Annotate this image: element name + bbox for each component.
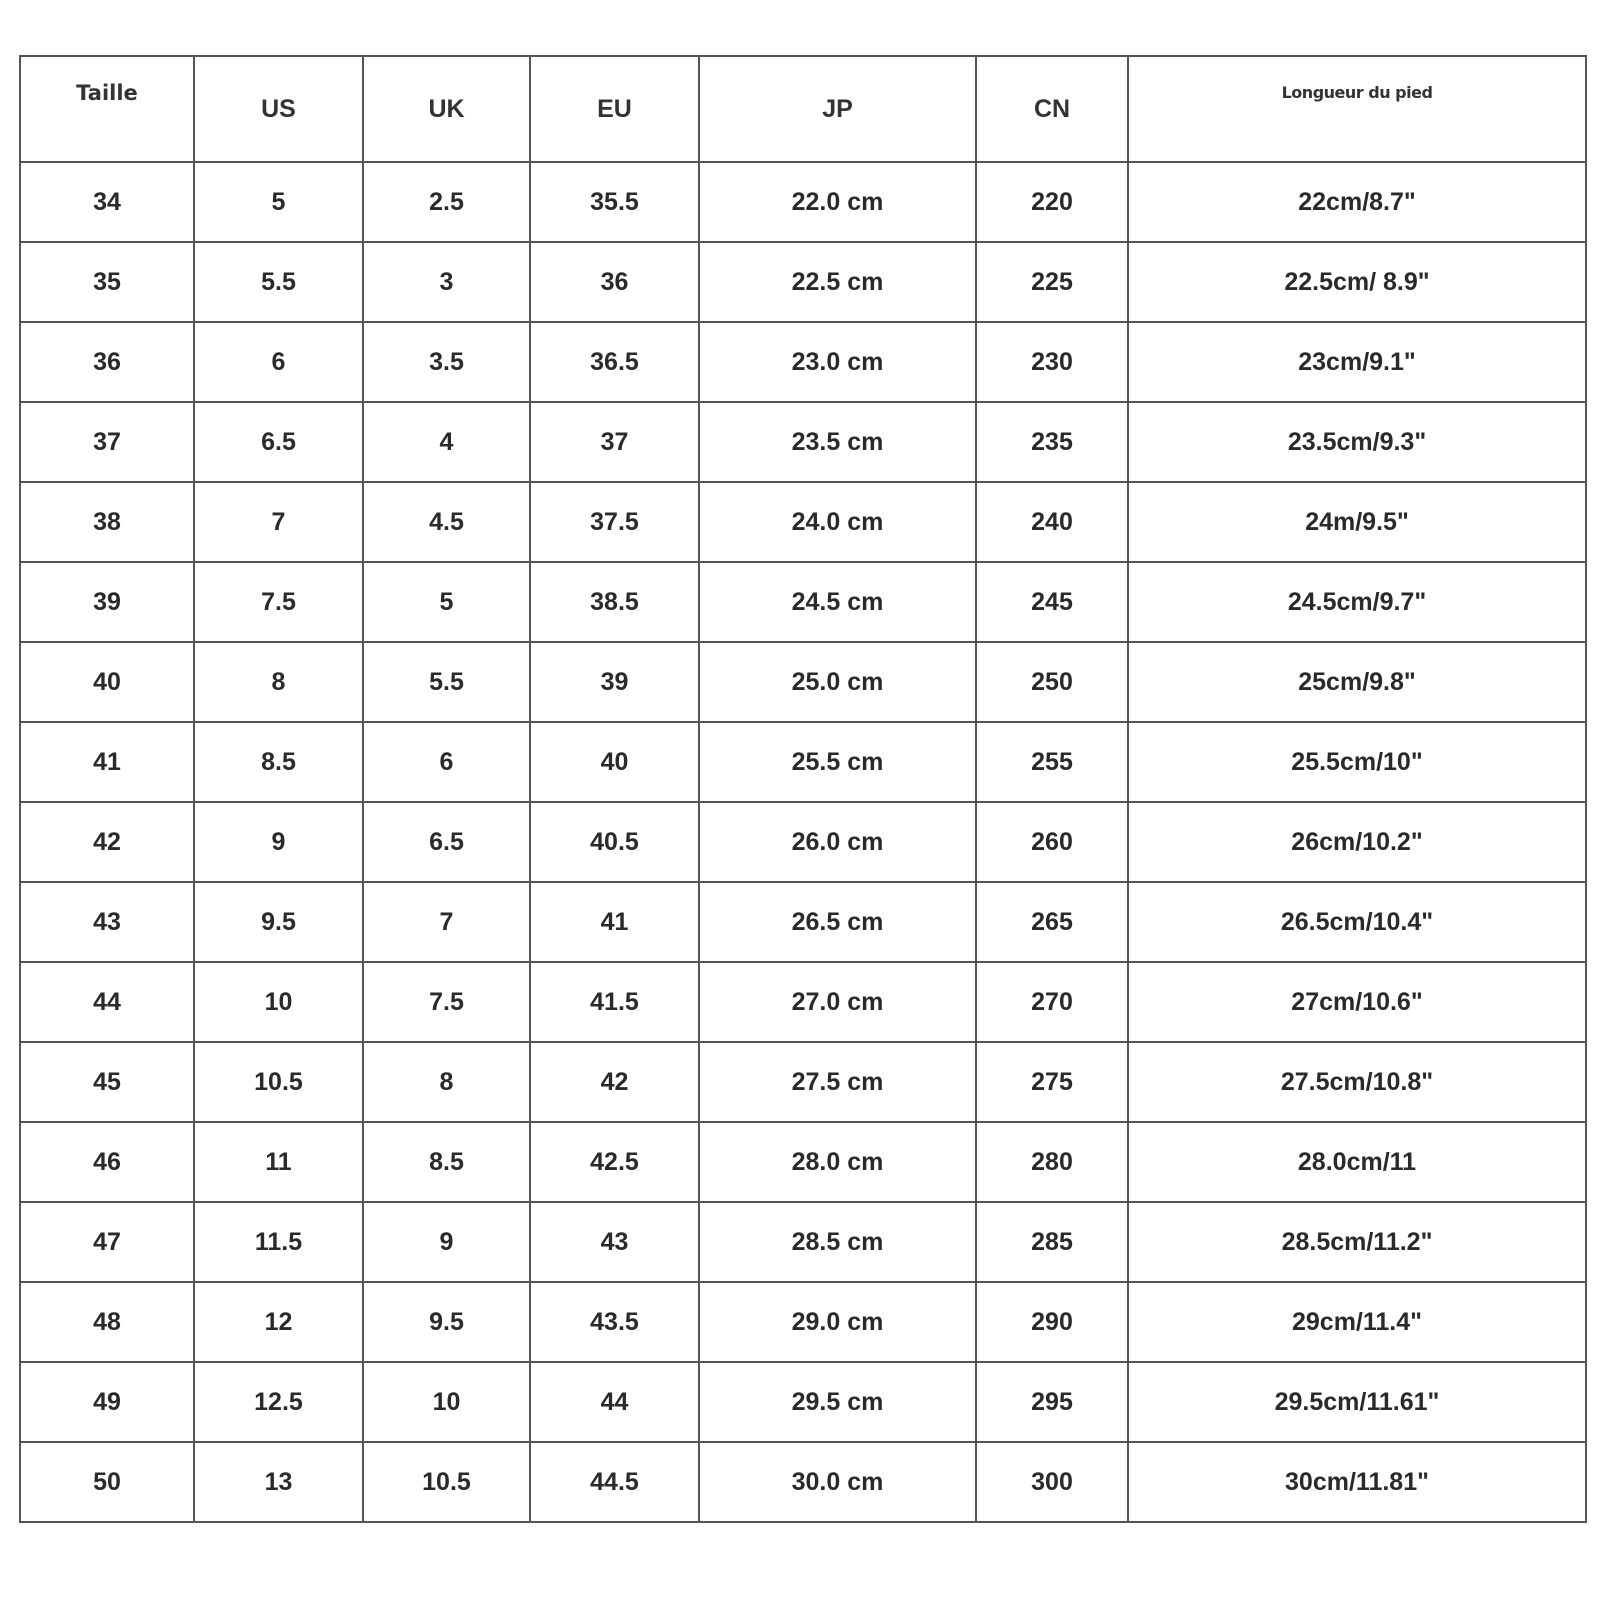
column-header-us: US bbox=[194, 56, 363, 162]
table-row bbox=[20, 882, 1586, 962]
cell-foot-length: 30cm/11.81" bbox=[1128, 1442, 1586, 1522]
cell-foot-length: 22cm/8.7" bbox=[1128, 162, 1586, 242]
cell-taille: 50 bbox=[20, 1442, 194, 1522]
cell-foot-length: 25.5cm/10" bbox=[1128, 722, 1586, 802]
cell-uk: 5.5 bbox=[363, 642, 530, 722]
column-header-foot-length: Longueur du pied bbox=[1128, 56, 1586, 162]
cell-jp: 27.5 cm bbox=[699, 1042, 976, 1122]
cell-taille: 44 bbox=[20, 962, 194, 1042]
column-header-taille: Taille bbox=[20, 56, 194, 162]
cell-us: 9 bbox=[194, 802, 363, 882]
cell-foot-length: 24.5cm/9.7" bbox=[1128, 562, 1586, 642]
cell-uk: 7 bbox=[363, 882, 530, 962]
cell-us: 11 bbox=[194, 1122, 363, 1202]
cell-us: 7.5 bbox=[194, 562, 363, 642]
cell-taille: 46 bbox=[20, 1122, 194, 1202]
table-row bbox=[20, 1122, 1586, 1202]
cell-foot-length: 28.0cm/11 bbox=[1128, 1122, 1586, 1202]
cell-foot-length: 29.5cm/11.61" bbox=[1128, 1362, 1586, 1442]
cell-taille: 42 bbox=[20, 802, 194, 882]
table-row bbox=[20, 322, 1586, 402]
cell-foot-length: 29cm/11.4" bbox=[1128, 1282, 1586, 1362]
cell-cn: 220 bbox=[976, 162, 1128, 242]
cell-jp: 25.5 cm bbox=[699, 722, 976, 802]
table-row bbox=[20, 722, 1586, 802]
cell-taille: 45 bbox=[20, 1042, 194, 1122]
cell-foot-length: 27.5cm/10.8" bbox=[1128, 1042, 1586, 1122]
table-row bbox=[20, 482, 1586, 562]
cell-jp: 22.0 cm bbox=[699, 162, 976, 242]
cell-eu: 41.5 bbox=[530, 962, 699, 1042]
cell-taille: 41 bbox=[20, 722, 194, 802]
cell-jp: 22.5 cm bbox=[699, 242, 976, 322]
table-row bbox=[20, 242, 1586, 322]
cell-us: 10 bbox=[194, 962, 363, 1042]
cell-eu: 38.5 bbox=[530, 562, 699, 642]
table-row bbox=[20, 642, 1586, 722]
cell-jp: 23.5 cm bbox=[699, 402, 976, 482]
cell-eu: 42 bbox=[530, 1042, 699, 1122]
cell-uk: 6 bbox=[363, 722, 530, 802]
cell-eu: 37.5 bbox=[530, 482, 699, 562]
cell-us: 9.5 bbox=[194, 882, 363, 962]
cell-jp: 24.0 cm bbox=[699, 482, 976, 562]
cell-eu: 44.5 bbox=[530, 1442, 699, 1522]
cell-jp: 29.5 cm bbox=[699, 1362, 976, 1442]
table-row bbox=[20, 1042, 1586, 1122]
table-row bbox=[20, 1442, 1586, 1522]
cell-cn: 260 bbox=[976, 802, 1128, 882]
cell-us: 11.5 bbox=[194, 1202, 363, 1282]
cell-uk: 9 bbox=[363, 1202, 530, 1282]
cell-eu: 43.5 bbox=[530, 1282, 699, 1362]
cell-foot-length: 23cm/9.1" bbox=[1128, 322, 1586, 402]
cell-eu: 35.5 bbox=[530, 162, 699, 242]
cell-taille: 39 bbox=[20, 562, 194, 642]
column-header-cn: CN bbox=[976, 56, 1128, 162]
table-row bbox=[20, 1202, 1586, 1282]
cell-uk: 2.5 bbox=[363, 162, 530, 242]
cell-uk: 3.5 bbox=[363, 322, 530, 402]
table-row bbox=[20, 1362, 1586, 1442]
cell-foot-length: 22.5cm/ 8.9" bbox=[1128, 242, 1586, 322]
cell-us: 12 bbox=[194, 1282, 363, 1362]
cell-eu: 41 bbox=[530, 882, 699, 962]
cell-taille: 40 bbox=[20, 642, 194, 722]
cell-foot-length: 23.5cm/9.3" bbox=[1128, 402, 1586, 482]
cell-uk: 4.5 bbox=[363, 482, 530, 562]
cell-cn: 245 bbox=[976, 562, 1128, 642]
cell-jp: 27.0 cm bbox=[699, 962, 976, 1042]
table-row bbox=[20, 562, 1586, 642]
cell-taille: 49 bbox=[20, 1362, 194, 1442]
cell-foot-length: 24m/9.5" bbox=[1128, 482, 1586, 562]
cell-uk: 4 bbox=[363, 402, 530, 482]
column-header-jp: JP bbox=[699, 56, 976, 162]
cell-cn: 300 bbox=[976, 1442, 1128, 1522]
cell-jp: 26.5 cm bbox=[699, 882, 976, 962]
cell-uk: 10 bbox=[363, 1362, 530, 1442]
cell-cn: 275 bbox=[976, 1042, 1128, 1122]
cell-uk: 10.5 bbox=[363, 1442, 530, 1522]
cell-cn: 225 bbox=[976, 242, 1128, 322]
cell-uk: 7.5 bbox=[363, 962, 530, 1042]
cell-jp: 28.5 cm bbox=[699, 1202, 976, 1282]
cell-foot-length: 25cm/9.8" bbox=[1128, 642, 1586, 722]
cell-taille: 37 bbox=[20, 402, 194, 482]
cell-eu: 44 bbox=[530, 1362, 699, 1442]
column-header-uk: UK bbox=[363, 56, 530, 162]
cell-taille: 47 bbox=[20, 1202, 194, 1282]
cell-us: 10.5 bbox=[194, 1042, 363, 1122]
cell-foot-length: 28.5cm/11.2" bbox=[1128, 1202, 1586, 1282]
cell-foot-length: 27cm/10.6" bbox=[1128, 962, 1586, 1042]
cell-eu: 40.5 bbox=[530, 802, 699, 882]
cell-us: 5.5 bbox=[194, 242, 363, 322]
cell-eu: 36.5 bbox=[530, 322, 699, 402]
cell-foot-length: 26cm/10.2" bbox=[1128, 802, 1586, 882]
table-row bbox=[20, 962, 1586, 1042]
cell-jp: 28.0 cm bbox=[699, 1122, 976, 1202]
cell-taille: 38 bbox=[20, 482, 194, 562]
cell-cn: 235 bbox=[976, 402, 1128, 482]
cell-jp: 30.0 cm bbox=[699, 1442, 976, 1522]
cell-us: 6.5 bbox=[194, 402, 363, 482]
cell-cn: 230 bbox=[976, 322, 1128, 402]
cell-cn: 285 bbox=[976, 1202, 1128, 1282]
cell-jp: 25.0 cm bbox=[699, 642, 976, 722]
cell-eu: 37 bbox=[530, 402, 699, 482]
cell-taille: 43 bbox=[20, 882, 194, 962]
cell-uk: 8 bbox=[363, 1042, 530, 1122]
cell-eu: 39 bbox=[530, 642, 699, 722]
cell-us: 8 bbox=[194, 642, 363, 722]
cell-uk: 6.5 bbox=[363, 802, 530, 882]
column-header-eu: EU bbox=[530, 56, 699, 162]
cell-us: 5 bbox=[194, 162, 363, 242]
cell-us: 7 bbox=[194, 482, 363, 562]
cell-jp: 24.5 cm bbox=[699, 562, 976, 642]
table-row bbox=[20, 402, 1586, 482]
cell-taille: 36 bbox=[20, 322, 194, 402]
cell-cn: 290 bbox=[976, 1282, 1128, 1362]
cell-taille: 48 bbox=[20, 1282, 194, 1362]
cell-eu: 42.5 bbox=[530, 1122, 699, 1202]
cell-uk: 8.5 bbox=[363, 1122, 530, 1202]
cell-cn: 250 bbox=[976, 642, 1128, 722]
cell-cn: 295 bbox=[976, 1362, 1128, 1442]
cell-eu: 43 bbox=[530, 1202, 699, 1282]
table-header-row bbox=[20, 56, 1586, 162]
cell-cn: 280 bbox=[976, 1122, 1128, 1202]
table-row bbox=[20, 802, 1586, 882]
cell-cn: 265 bbox=[976, 882, 1128, 962]
cell-us: 12.5 bbox=[194, 1362, 363, 1442]
cell-us: 6 bbox=[194, 322, 363, 402]
size-chart-table bbox=[19, 55, 1587, 1523]
table-row bbox=[20, 162, 1586, 242]
cell-uk: 5 bbox=[363, 562, 530, 642]
cell-cn: 270 bbox=[976, 962, 1128, 1042]
cell-cn: 255 bbox=[976, 722, 1128, 802]
cell-foot-length: 26.5cm/10.4" bbox=[1128, 882, 1586, 962]
cell-taille: 34 bbox=[20, 162, 194, 242]
cell-us: 8.5 bbox=[194, 722, 363, 802]
cell-taille: 35 bbox=[20, 242, 194, 322]
table-row bbox=[20, 1282, 1586, 1362]
cell-jp: 26.0 cm bbox=[699, 802, 976, 882]
cell-cn: 240 bbox=[976, 482, 1128, 562]
cell-us: 13 bbox=[194, 1442, 363, 1522]
cell-eu: 36 bbox=[530, 242, 699, 322]
cell-eu: 40 bbox=[530, 722, 699, 802]
cell-uk: 3 bbox=[363, 242, 530, 322]
table-body bbox=[20, 162, 1586, 1522]
cell-uk: 9.5 bbox=[363, 1282, 530, 1362]
cell-jp: 23.0 cm bbox=[699, 322, 976, 402]
cell-jp: 29.0 cm bbox=[699, 1282, 976, 1362]
